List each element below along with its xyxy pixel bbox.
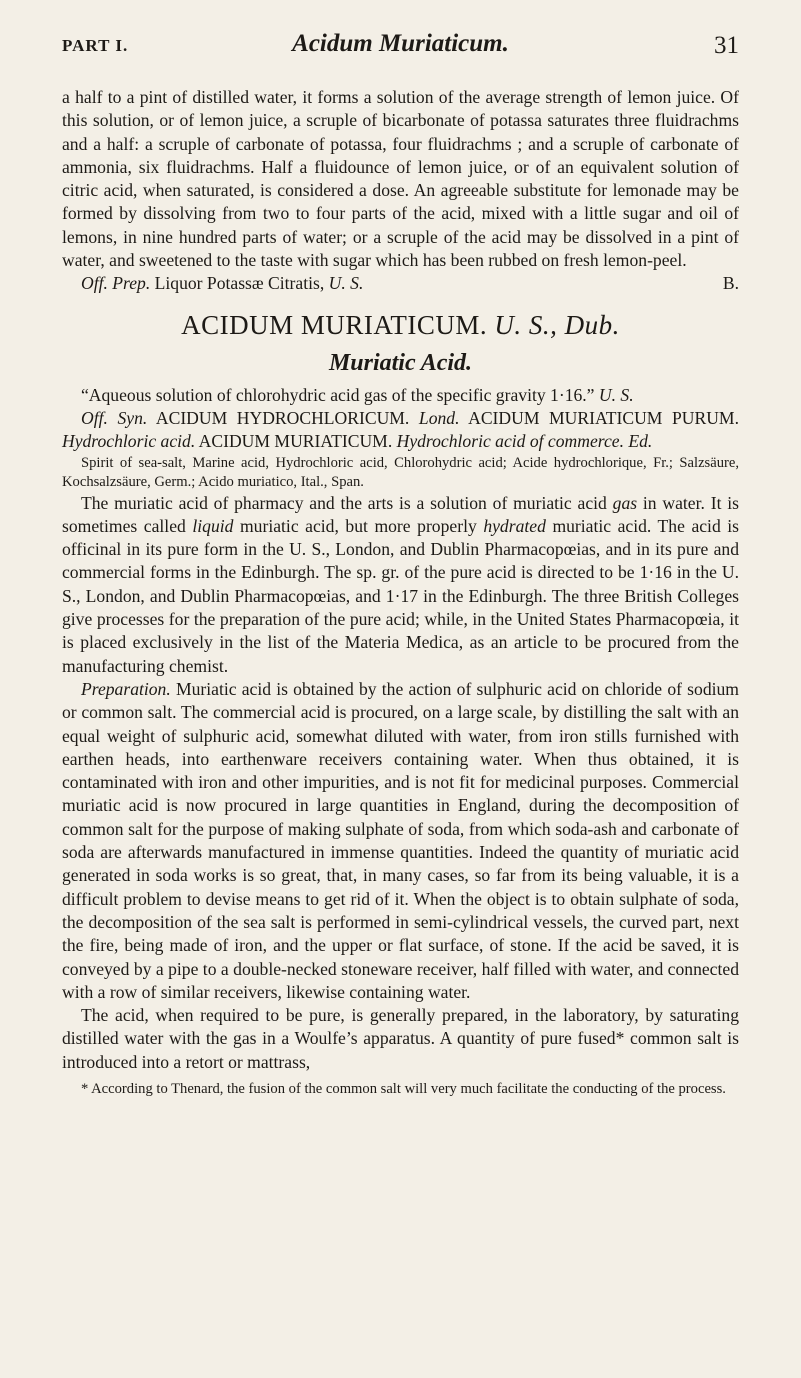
intro-text-d: muriatic acid. The acid is officinal in its pure form in the U. S., London, and Dublin Pharmacopœias, and in its pure and commercial forms in the Edinburgh. The sp. gr. of the pure acid is directed to be 1·16 in the U. S., London, and Dublin Pharmacopœias, and 1·17 in the Edinburgh. The three British Colleges give processes for the preparation of the pure acid; while, in the United States Pharmacopœia, it is placed exclusively in the list of the Materia Medica, as an article to be procured from the manufacturing chemist. [62,515,740,676]
off-syn-1-source: Lond. [418,407,460,428]
intro-emph-hydrated: hydrated [483,515,546,536]
off-syn-3-source: Ed. [628,431,653,452]
intro-emph-gas: gas [612,492,638,513]
off-syn-2: ACIDUM MURIATICUM PURUM. [468,407,739,428]
definition [62,384,739,407]
author-initial: B. [722,273,739,294]
page-number: 31 [714,32,739,59]
running-title: Acidum Muriaticum. [292,30,509,57]
off-prep-source: U. S. [328,273,364,294]
off-syn-3-alt: Hydrochloric acid of commerce. [396,431,624,452]
intro-paragraph [62,492,739,678]
citrates-paragraph: a half to a pint of distilled water, it forms a solution of the average strength of lemon juice. Of this solution, or of lemon juice, a scruple of bicarbonate of potassa saturates three fluidrachms and a half: a scruple of carbonate of potassa, four fluidrachms ; and a scruple of carbonate of ammonia, six fluidrachms. Half a fluidounce of lemon juice, or of an equivalent solution of citric acid, when saturated, is considered a dose. An agreeable substitute for lemonade may be formed by dissolving from two to four parts of the acid, mixed with a little sugar and oil of lemons, in nine hundred parts of water; or a scruple of the acid may be dissolved in a pint of water, and sweetened to the taste with sugar which has been rubbed on fresh lemon-peel. [62,87,739,271]
preparation-text: Muriatic acid is obtained by the action of sulphuric acid on chloride of sodium or common salt. The commercial acid is procured, on a large scale, by distilling the salt with an equal weight of sulphuric acid, somewhat diluted with water, from iron stills furnished with earthen heads, into earthenware receivers containing water. When thus obtained, it is contaminated with iron and other impurities, and is not fit for medicinal purposes. Commercial muriatic acid is now procured in large quantities in England, during the decomposition of common salt for the purpose of making sulphate of soda, from which soda-ash and carbonate of soda are afterwards manufactured in immense quantities. Indeed the quantity of muriatic acid generated in soda works is so great, that, in many cases, so far from its being valuable, it is a difficult problem to devise means to get rid of it. When the object is to obtain sulphate of soda, the decomposition of the sea salt is performed in semi-cylindrical vessels, the curved part, next the fire, being made of iron, and the upper or flat surface, of stone. If the acid be saved, it is conveyed by a pipe to a double-necked stoneware receiver, half filled with water, and connected with a row of similar receivers, likewise containing water. [62,678,739,1002]
off-syn-label: Off. Syn. [81,407,148,428]
common-synonyms: Spirit of sea-salt, Marine acid, Hydrochloric acid, Chlorohydric acid; Acide hydrochlorique, Fr.; Salzsäure, Kochsalzsäure, Germ.; Acido muriatico, Ital., Span. [62,454,739,490]
article-title: ACIDUM MURIATICUM. [181,309,488,340]
definition-text: “Aqueous solution of chlorohydric acid gas of the specific gravity 1·16.” [81,384,595,405]
definition-source: U. S. [598,384,634,405]
running-header [62,26,739,66]
intro-text-a: The muriatic acid of pharmacy and the arts is a solution of muriatic acid [81,492,607,513]
off-syn-3: ACIDUM MURIATICUM. [198,431,393,452]
preparation-label: Preparation. [81,678,171,699]
intro-text-c: muriatic acid, but more properly [240,515,477,536]
intro-text-b: in water. It is sometimes called [62,492,739,536]
off-prep-text: Liquor Potassæ Citratis, [154,273,325,294]
part-label: PART I. [62,36,129,55]
off-prep-line [62,272,739,295]
footnote: * According to Thenard, the fusion of the common salt will very much facilitate the conducting of the process. [81,1080,726,1097]
page-body [62,86,739,1098]
article-subheading: Muriatic Acid. [328,349,473,376]
laboratory-paragraph: The acid, when required to be pure, is generally prepared, in the laboratory, by saturating distilled water with the gas in a Woulfe’s apparatus. A quantity of pure fused* common salt is introduced into a retort or mattrass, [62,1005,739,1072]
article-heading [62,308,739,342]
preparation-paragraph [62,678,739,1004]
intro-emph-liquid: liquid [192,515,234,536]
article-sources: U. S., Dub. [494,309,620,340]
off-syn-1: ACIDUM HYDROCHLORICUM. [155,407,410,428]
official-synonyms [62,407,739,454]
off-syn-2-alt: Hydrochloric acid. [62,431,196,452]
off-prep-label: Off. Prep. [81,273,151,294]
